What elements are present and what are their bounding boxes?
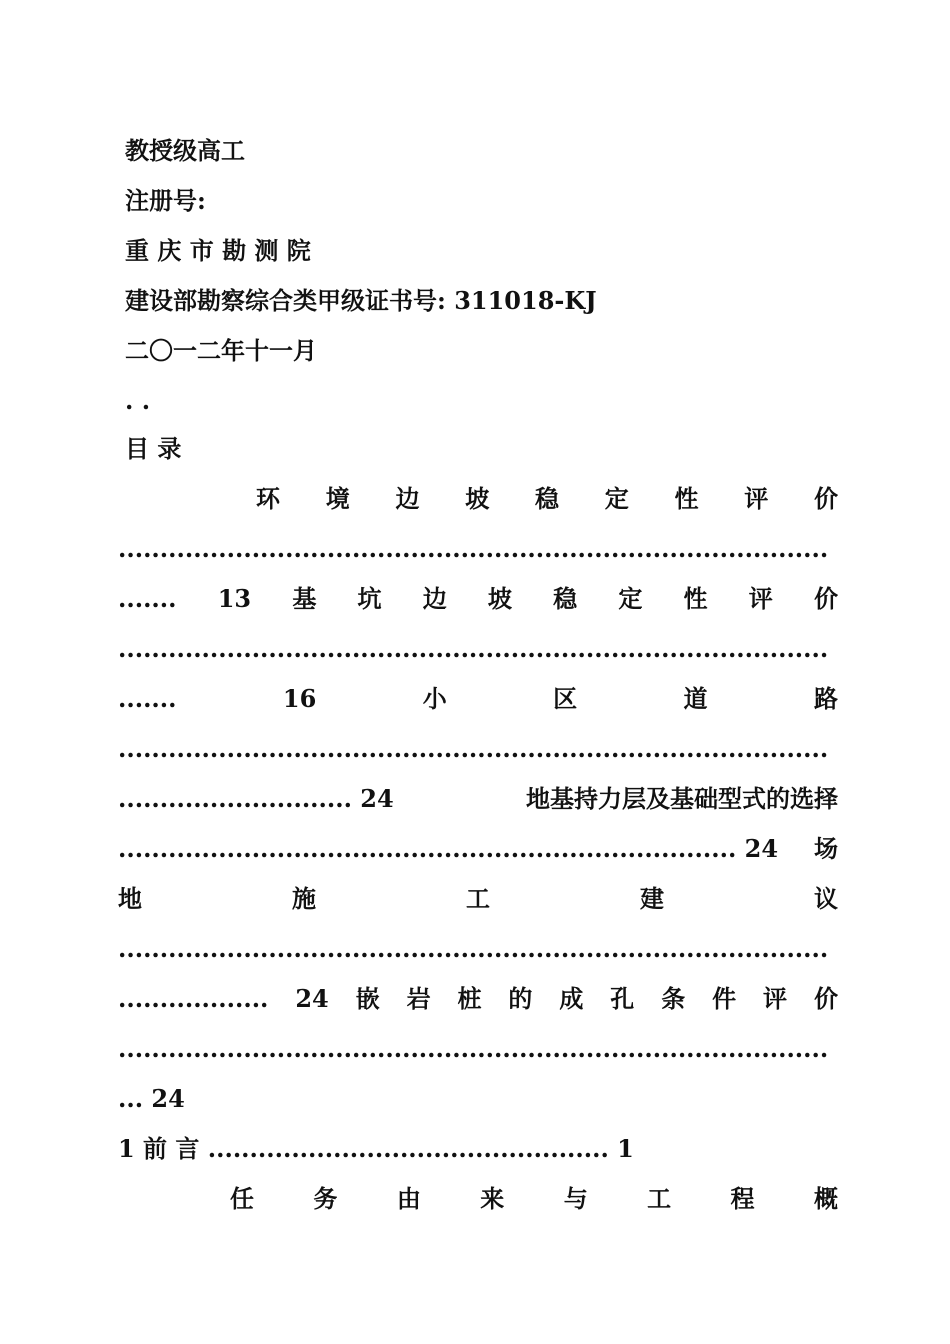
toc-line-15-part-7: 程: [730, 1184, 755, 1213]
toc-line-3-part-7: 稳: [553, 584, 578, 613]
toc-line-7-part-1: ............................ 24: [118, 784, 394, 813]
toc-line-9-part-4: 建: [640, 884, 664, 913]
toc-line-15: [118, 1174, 838, 1224]
toc-line-5-part-3: 小: [422, 684, 447, 713]
certificate-number: 建设部勘察综合类甲级证书号: 311018-KJ: [125, 286, 597, 315]
toc-line-10: [118, 924, 838, 974]
toc-line-6: [118, 724, 838, 774]
toc-line-11: [118, 974, 838, 1024]
toc-line-9-part-5: 议: [814, 884, 838, 913]
toc-line-3-part-1: .......: [118, 584, 177, 613]
toc-line-15-part-1: 任: [230, 1184, 254, 1213]
toc-line-11-part-3: 嵌: [355, 984, 380, 1013]
toc-line-5: [118, 674, 838, 724]
toc-line-5-part-5: 道: [683, 684, 708, 713]
toc-line-1-part-7: 性: [674, 484, 699, 513]
toc-line-11-part-10: 件: [712, 984, 737, 1013]
toc-line-1-part-1: 环: [256, 484, 280, 513]
toc-line-9-part-2: 施: [292, 884, 316, 913]
registration-label: 注册号:: [125, 186, 206, 215]
toc-line-1-part-8: 评: [744, 484, 769, 513]
toc-line-5-part-6: 路: [813, 684, 838, 713]
toc-line-1-part-9: 价: [814, 484, 838, 513]
toc-line-7-part-2: 地基持力层及基础型式的选择: [526, 784, 838, 813]
institute-name: 重 庆 市 勘 测 院: [125, 236, 311, 265]
toc-line-5-part-4: 区: [553, 684, 578, 713]
toc-line-1-part-6: 定: [604, 484, 629, 513]
title-line: 教授级高工: [125, 136, 245, 165]
toc-line-11-part-2: 24: [295, 984, 329, 1013]
toc-line-12-part-1: .....................................................................................: [118, 1034, 829, 1063]
toc-line-4-part-1: .....................................................................................: [118, 634, 829, 663]
toc-line-3-part-4: 坑: [357, 584, 382, 613]
toc-line-1-part-4: 坡: [465, 484, 490, 513]
toc-line-3-part-11: 价: [813, 584, 838, 613]
toc-line-4: [118, 624, 838, 674]
toc-line-2: [118, 524, 838, 574]
toc-line-12: [118, 1024, 838, 1074]
toc-line-9-part-3: 工: [466, 884, 490, 913]
toc-line-11-part-6: 的: [508, 984, 533, 1013]
toc-line-15-part-4: 来: [480, 1184, 505, 1213]
toc-line-11-part-5: 桩: [457, 984, 482, 1013]
toc-line-11-part-12: 价: [813, 984, 838, 1013]
toc-line-3-part-3: 基: [292, 584, 317, 613]
toc-line-8-part-2: 场: [814, 834, 838, 863]
toc-line-1-part-2: 境: [325, 484, 350, 513]
toc-line-15-part-5: 与: [563, 1184, 588, 1213]
toc-line-11-part-11: 评: [763, 984, 788, 1013]
toc-line-13: [118, 1074, 838, 1124]
toc-line-6-part-1: .....................................................................................: [118, 734, 829, 763]
toc-line-15-part-6: 工: [647, 1184, 672, 1213]
toc-line-8: [118, 824, 838, 874]
toc-line-5-part-2: 16: [282, 684, 317, 713]
toc-line-9-part-1: 地: [118, 884, 142, 913]
toc-line-11-part-9: 条: [661, 984, 686, 1013]
toc-line-11-part-1: ..................: [118, 984, 269, 1013]
toc-line-2-part-1: .....................................................................................: [118, 534, 829, 563]
toc-line-9: [118, 874, 838, 924]
toc-line-3-part-6: 坡: [487, 584, 512, 613]
toc-line-14: [118, 1124, 838, 1174]
toc-line-11-part-7: 成: [559, 984, 584, 1013]
toc-line-3-part-2: 13: [217, 584, 252, 613]
toc-line-15-part-2: 务: [313, 1184, 338, 1213]
marks-line: . .: [125, 386, 151, 415]
toc-line-1-part-3: 边: [395, 484, 420, 513]
toc-line-15-part-8: 概: [813, 1184, 838, 1213]
toc-line-11-part-8: 孔: [610, 984, 635, 1013]
toc-line-8-part-1: .......................................................................... 24: [118, 834, 779, 863]
date-line: 二〇一二年十一月: [125, 336, 317, 365]
toc-line-13-part-1: ... 24: [118, 1084, 185, 1113]
toc-line-3-part-10: 评: [748, 584, 773, 613]
toc-line-11-part-4: 岩: [406, 984, 431, 1013]
toc-heading: 目 录: [125, 434, 182, 463]
toc-line-3-part-9: 性: [683, 584, 708, 613]
toc-line-1: [118, 474, 838, 524]
toc-line-15-part-3: 由: [396, 1184, 421, 1213]
toc-line-7: [118, 774, 838, 824]
toc-line-10-part-1: .....................................................................................: [118, 934, 829, 963]
toc-line-3-part-8: 定: [618, 584, 643, 613]
toc-line-1-part-5: 稳: [535, 484, 559, 513]
toc-line-3: [118, 574, 838, 624]
toc-line-3-part-5: 边: [422, 584, 447, 613]
toc-line-14-part-1: 1 前 言 ................................................ 1: [118, 1134, 634, 1163]
toc-line-5-part-1: .......: [118, 684, 177, 713]
